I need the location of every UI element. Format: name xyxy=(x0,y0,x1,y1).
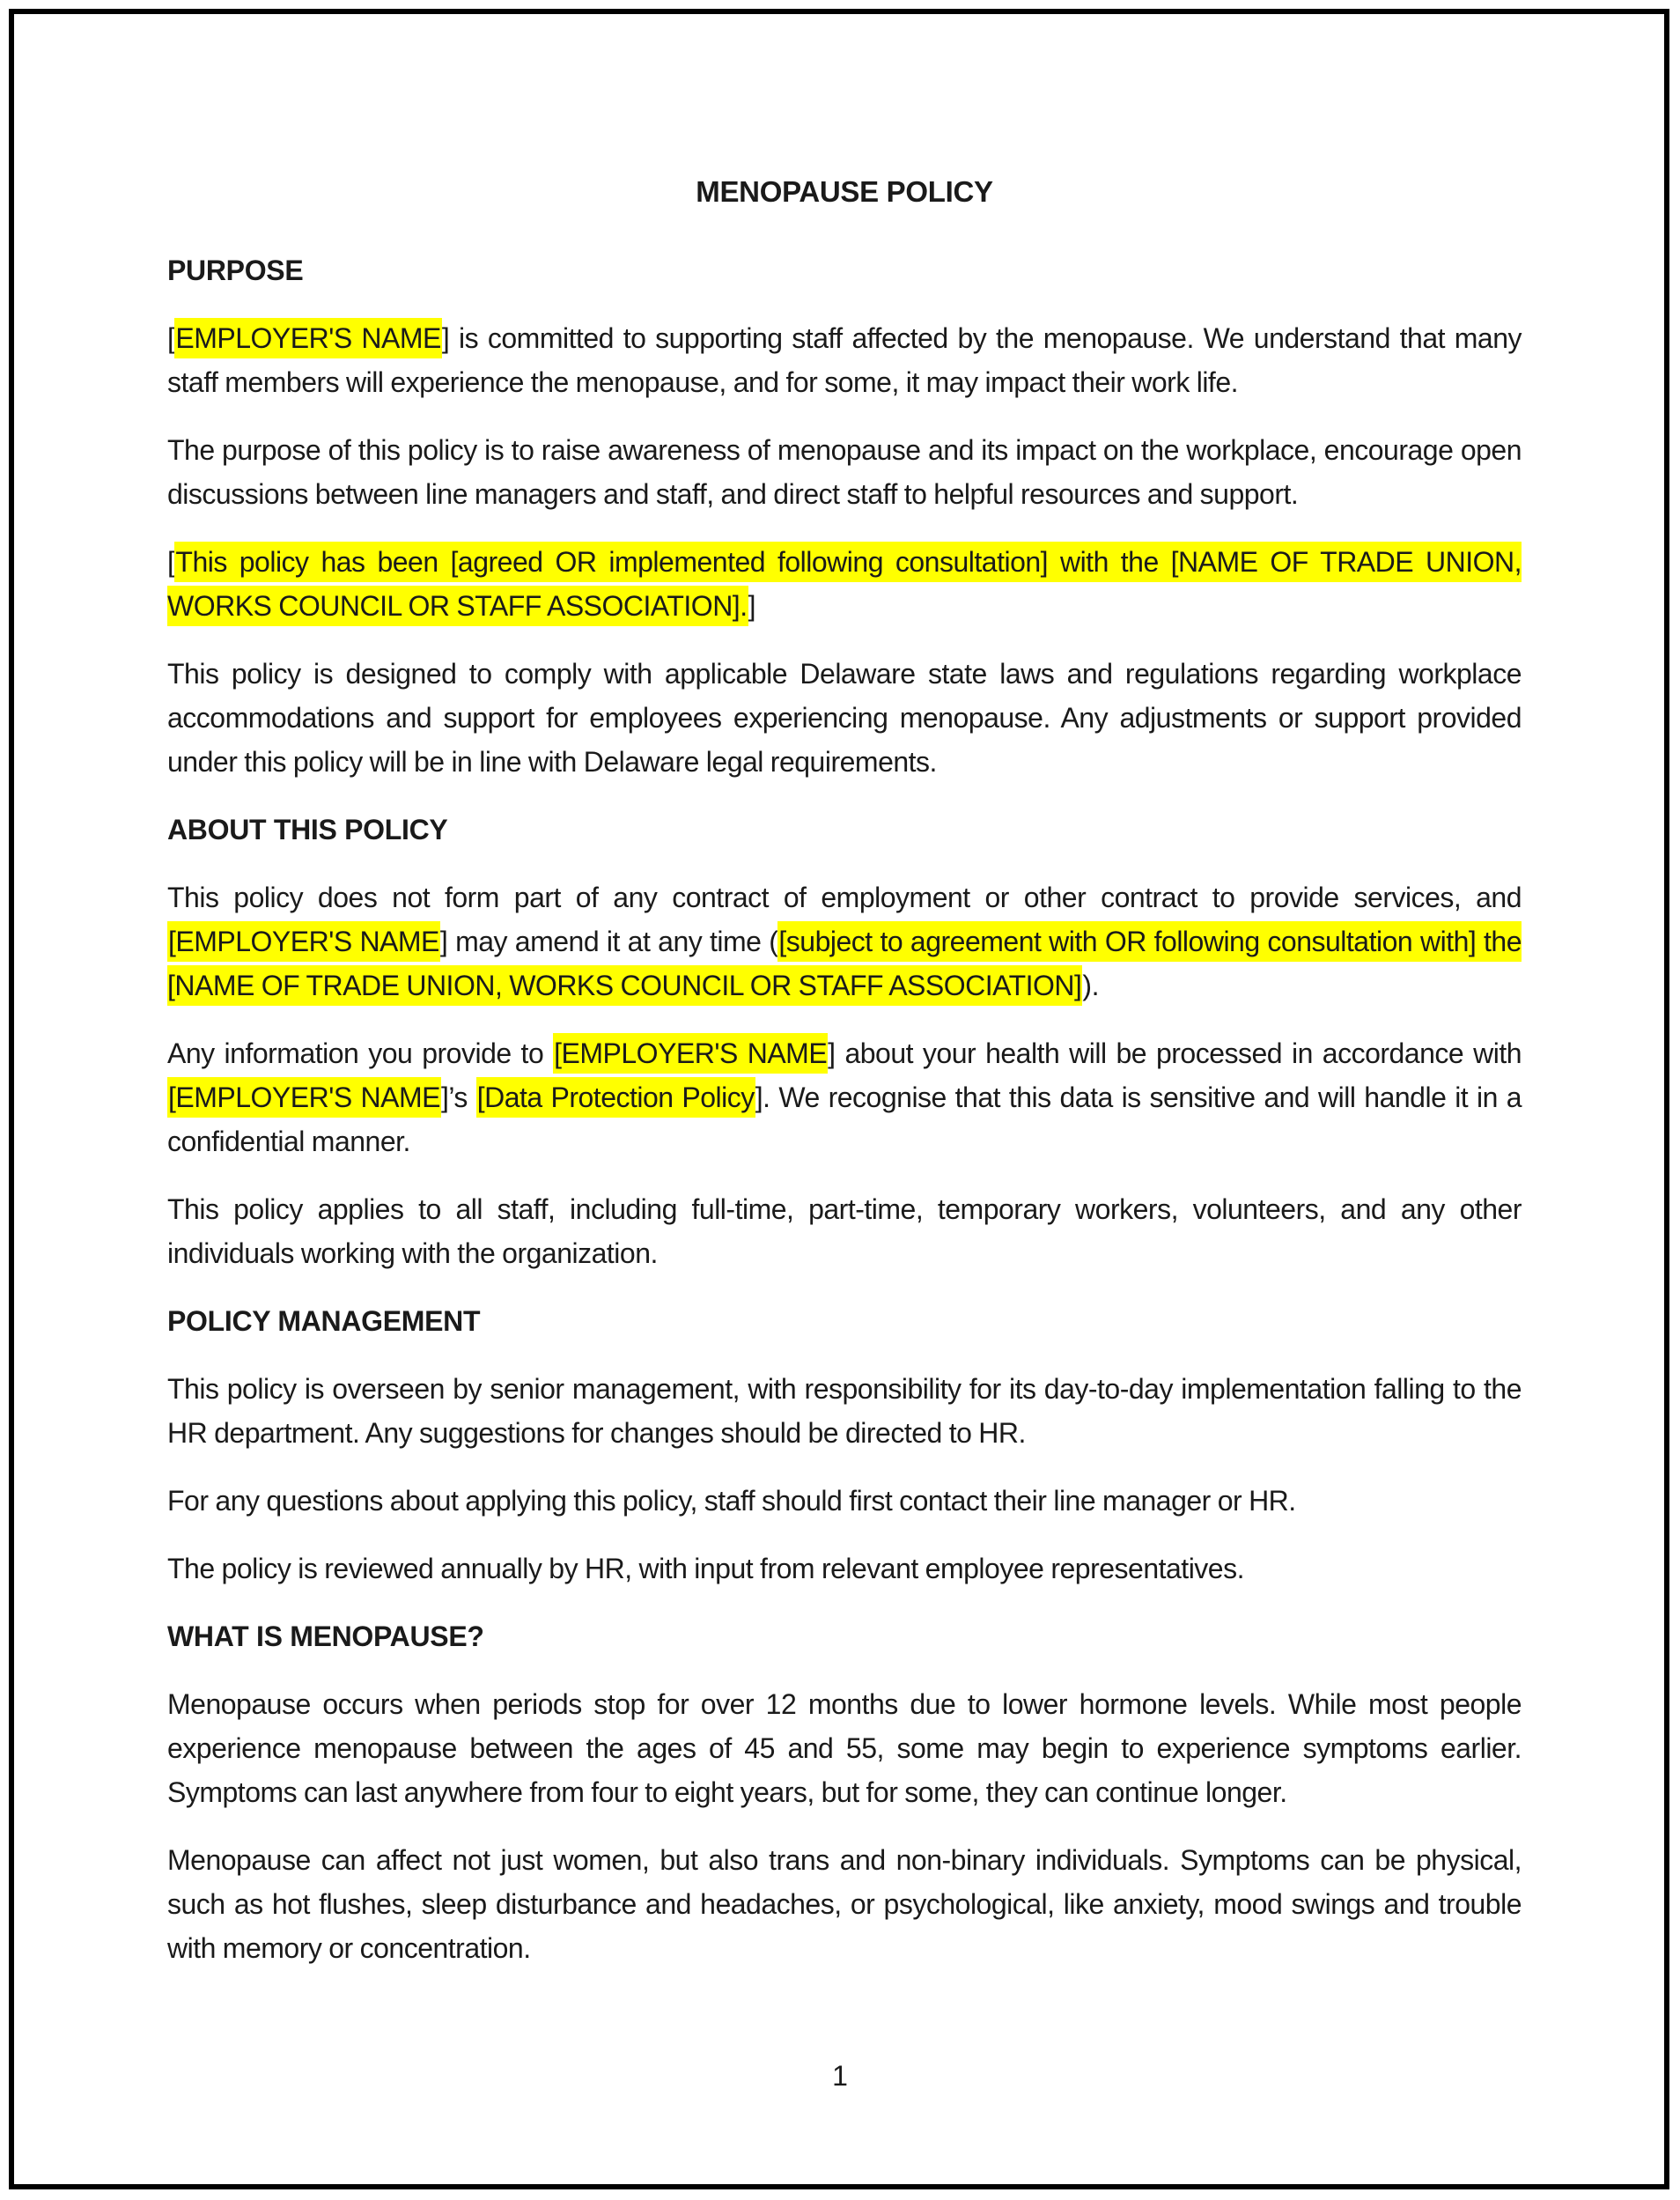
text-run: ]. We recognise that this data is sensitive and will handle it in a confidential manner. xyxy=(167,1082,1522,1157)
text-run: Menopause can affect not just women, but also trans and non-binary individuals. Symptoms can be physical, such as hot flushes, sleep disturbance and headaches, or psychological, like anxiety, mood swings and trouble with memory or concentration. xyxy=(167,1844,1522,1964)
paragraph xyxy=(167,540,1522,628)
text-run: For any questions about applying this policy, staff should first contact their line manager or HR. xyxy=(167,1485,1296,1517)
highlighted-text: [EMPLOYER'S NAME xyxy=(167,921,440,962)
section-heading: ABOUT THIS POLICY xyxy=(167,814,448,845)
text-run: [ xyxy=(167,322,175,354)
text-run: ] about your health will be processed in accordance with xyxy=(828,1037,1522,1069)
paragraph xyxy=(167,316,1522,404)
text-run: This policy is designed to comply with applicable Delaware state laws and regulations regarding workplace accommodations and support for employees experiencing menopause. Any adjustments or support provided under this policy will be in line with Delaware legal requirements. xyxy=(167,658,1522,778)
text-run: ]’s xyxy=(440,1082,476,1113)
paragraph xyxy=(167,1031,1522,1163)
text-run: The policy is reviewed annually by HR, with input from relevant employee representatives. xyxy=(167,1553,1244,1584)
paragraph xyxy=(167,1547,1522,1591)
text-run: Any information you provide to xyxy=(167,1037,554,1069)
text-run: This policy applies to all staff, including full-time, part-time, temporary workers, volunteers, and any other individuals working with the organization. xyxy=(167,1193,1522,1269)
paragraph xyxy=(167,1479,1522,1523)
text-run: ] may amend it at any time ( xyxy=(439,926,778,957)
paragraph xyxy=(167,875,1522,1008)
text-run: ] xyxy=(748,590,755,622)
page-number: 1 xyxy=(832,2060,848,2092)
highlighted-text: EMPLOYER'S NAME xyxy=(174,318,441,358)
highlighted-text: [EMPLOYER'S NAME xyxy=(553,1033,828,1074)
paragraph xyxy=(167,1367,1522,1455)
document-title: MENOPAUSE POLICY xyxy=(696,175,993,208)
paragraph xyxy=(167,428,1522,516)
document-content xyxy=(167,173,1522,1994)
paragraph xyxy=(167,652,1522,784)
highlighted-text: This policy has been [agreed OR implemented following consultation] with the [NAME OF TRADE UNION, WORKS COUNCIL OR STAFF ASSOCIATION]. xyxy=(167,542,1522,626)
paragraph xyxy=(167,1187,1522,1275)
document-body xyxy=(167,248,1522,1970)
text-run: ). xyxy=(1082,970,1099,1001)
text-run: This policy does not form part of any contract of employment or other contract to provide services, and xyxy=(167,882,1522,913)
paragraph xyxy=(167,1682,1522,1814)
highlighted-text: [Data Protection Policy xyxy=(476,1077,755,1118)
text-run: ] is committed to supporting staff affected by the menopause. We understand that many staff members will experience the menopause, and for some, it may impact their work life. xyxy=(167,322,1522,398)
text-run: Menopause occurs when periods stop for over 12 months due to lower hormone levels. While most people experience menopause between the ages of 45 and 55, some may begin to experience symptoms earlier. Symptoms can last anywhere from four to eight years, but for some, they can continue longer. xyxy=(167,1688,1522,1808)
highlighted-text: [subject to agreement with OR following consultation with] the [NAME OF TRADE UNION, WORKS COUNCIL OR STAFF ASSOCIATION] xyxy=(167,921,1522,1006)
highlighted-text: [EMPLOYER'S NAME xyxy=(167,1077,441,1118)
text-run: The purpose of this policy is to raise awareness of menopause and its impact on the workplace, encourage open discussions between line managers and staff, and direct staff to helpful resources and support. xyxy=(167,434,1522,510)
section-heading: POLICY MANAGEMENT xyxy=(167,1305,481,1337)
text-run: [ xyxy=(167,546,175,578)
section-heading: PURPOSE xyxy=(167,255,304,286)
paragraph xyxy=(167,1838,1522,1970)
section-heading: WHAT IS MENOPAUSE? xyxy=(167,1620,484,1652)
text-run: This policy is overseen by senior management, with responsibility for its day-to-day implementation falling to the HR department. Any suggestions for changes should be directed to HR. xyxy=(167,1373,1522,1449)
